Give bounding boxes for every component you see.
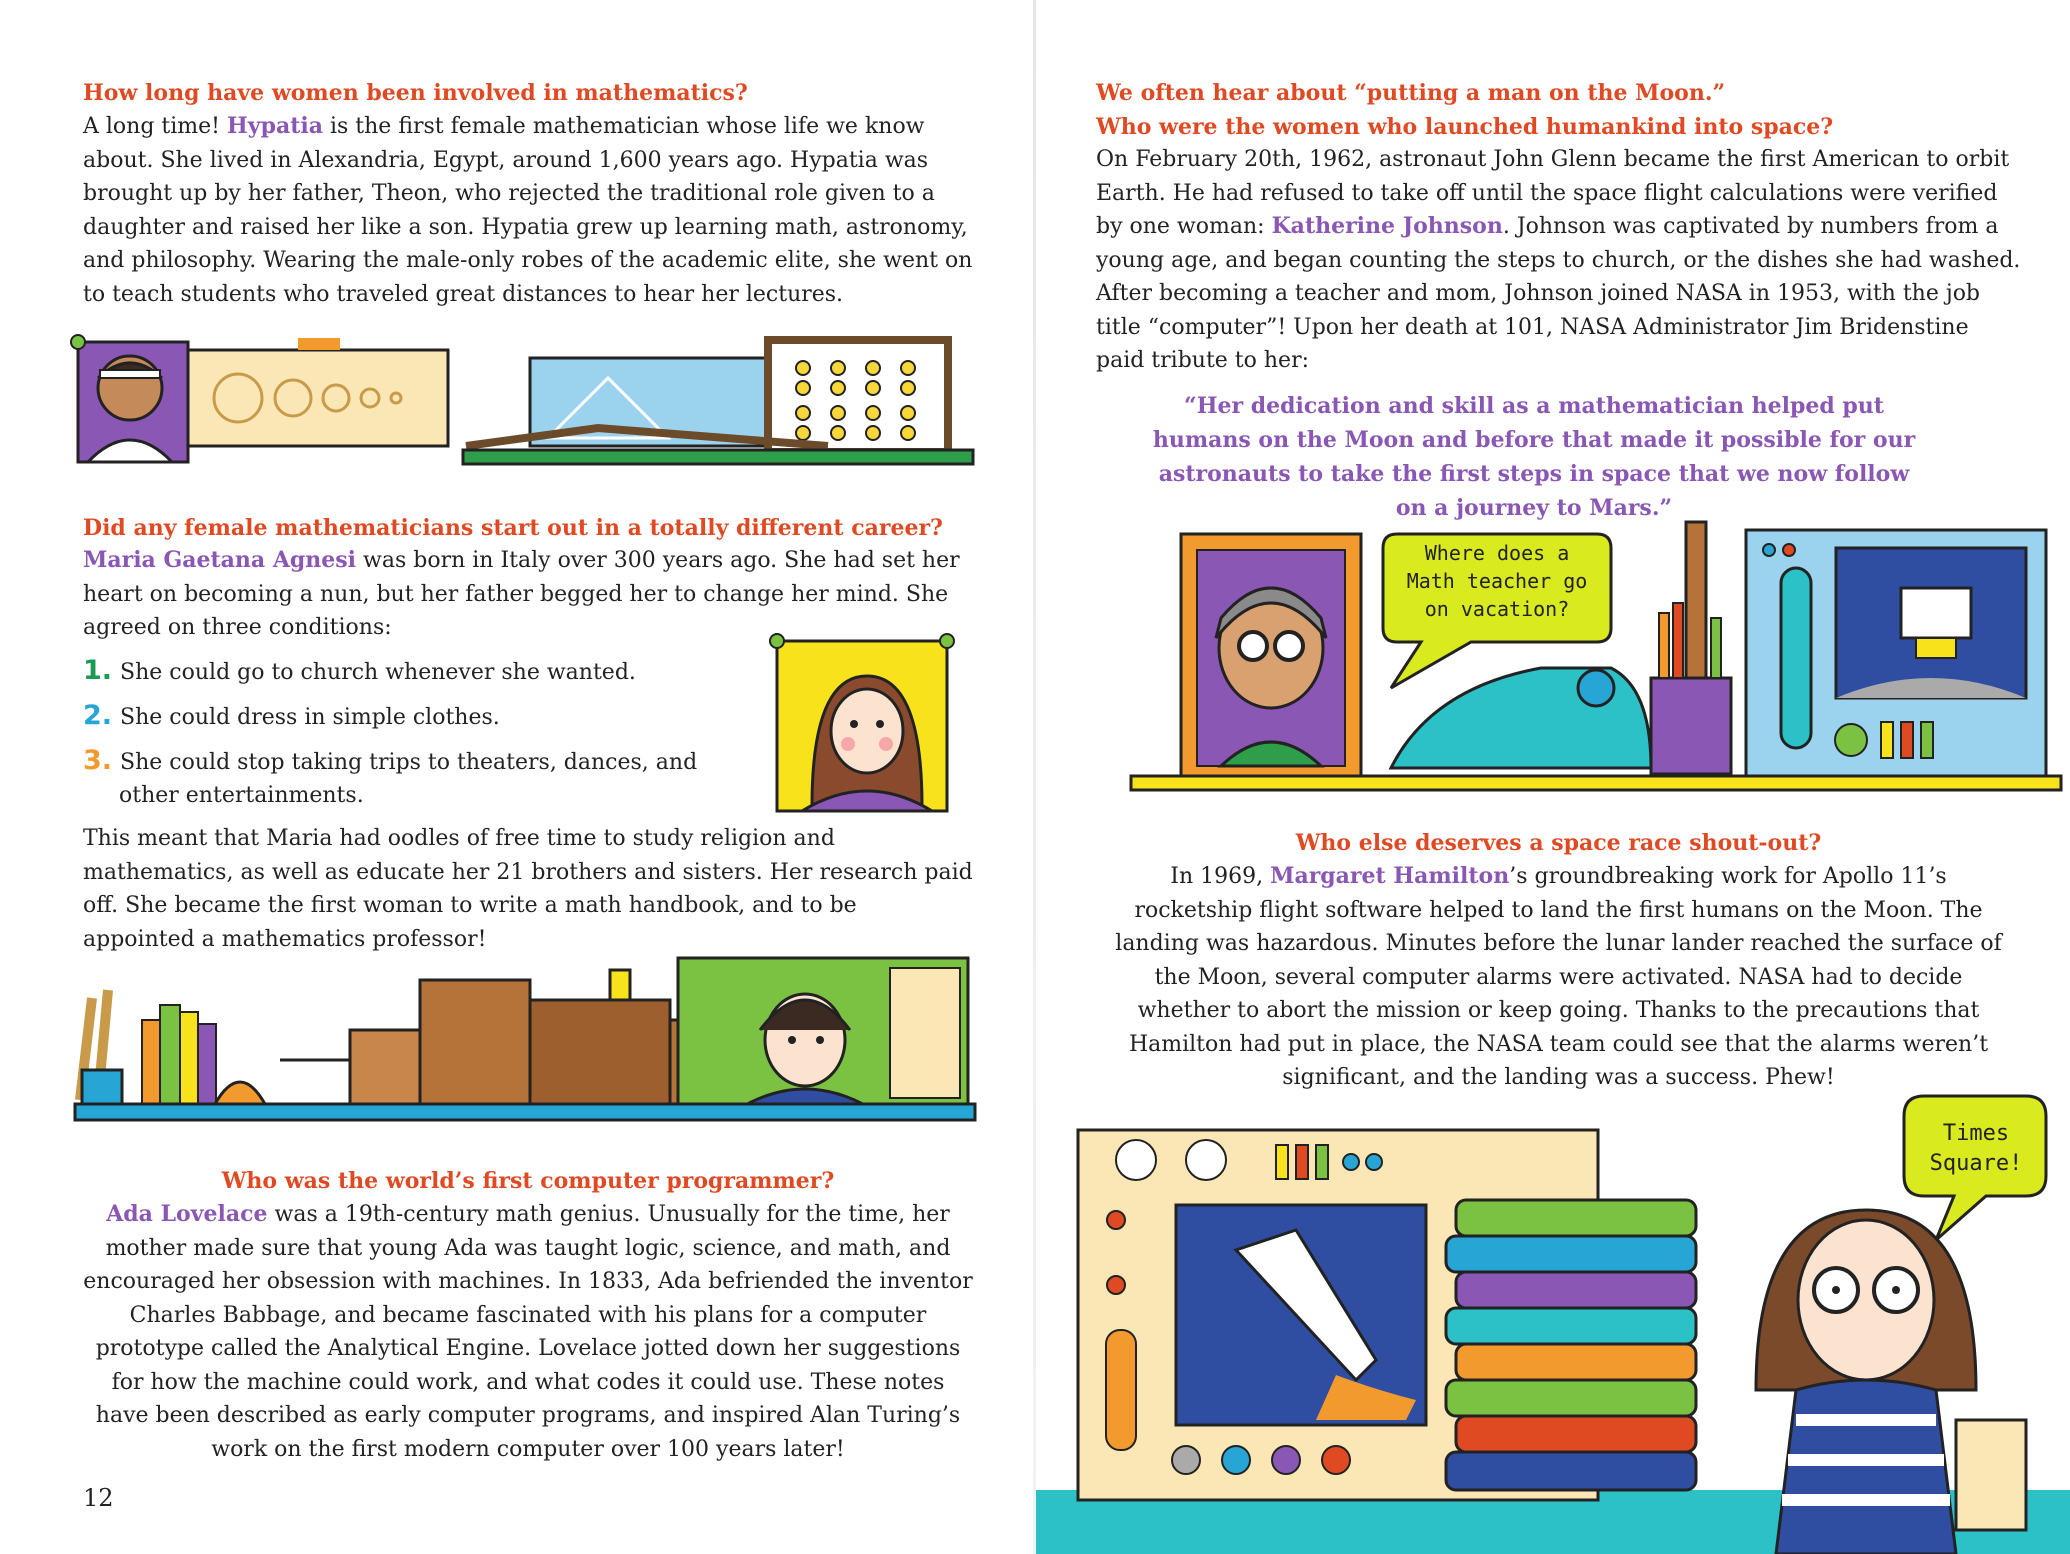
bubble2-line-2: Square! xyxy=(1929,1151,2023,1176)
hypatia-name: Hypatia xyxy=(227,113,323,139)
bubble-line-2: Math teacher go xyxy=(1406,569,1588,593)
heading-women-launched: Who were the women who launched humankind into space? xyxy=(1096,114,1834,140)
hypatia-text-a: A long time! xyxy=(83,114,227,139)
blue-shelf xyxy=(75,1104,975,1120)
heading-man-on-moon: We often hear about “putting a man on the Moon.” xyxy=(1096,80,1726,106)
johnson-shelf-illustration xyxy=(1091,518,2070,818)
hamilton-name: Margaret Hamilton xyxy=(1270,863,1510,889)
bubble2-line-1: Times xyxy=(1942,1121,2010,1146)
condition-1-number: 1. xyxy=(83,655,113,686)
agnesi-text: was born in Italy over 300 years ago. She had set her heart on becoming a nun, but her father begged her to change her mind. She agreed on three conditions: xyxy=(83,548,960,640)
heading-space-race: Who else deserves a space race shout-out? xyxy=(1295,830,1822,856)
heading-different-career: Did any female mathematicians start out in a totally different career? xyxy=(83,515,943,541)
analytical-engine-illustration xyxy=(60,950,990,1130)
hamilton-text-b: ’s groundbreaking work for Apollo 11’s rocketship flight software helped to land the first humans on the Moon. The landing was hazardous. Minutes before the lunar lander reached the surface of the Moon, several computer alarms were activated. NASA had to decide whether to abort the mission or keep going. Thanks to the precautions that Hamilton had put in place, the NASA team could see that the alarms weren’t significant, and the landing was a success. Phew! xyxy=(1115,864,2002,1090)
condition-3-text: She could stop taking trips to theaters, dances, and other entertainments. xyxy=(119,750,698,808)
agnesi-name: Maria Gaetana Agnesi xyxy=(83,547,357,573)
condition-3 xyxy=(83,744,719,812)
yellow-shelf xyxy=(1131,776,2061,790)
left-page xyxy=(0,0,1034,1554)
johnson-paragraph xyxy=(1096,143,2021,378)
heading-first-programmer: Who was the world’s first computer programmer? xyxy=(221,1168,835,1194)
hamilton-illustration xyxy=(1036,1090,2070,1554)
johnson-name: Katherine Johnson xyxy=(1271,213,1503,239)
hypatia-shelf-illustration xyxy=(68,328,983,478)
agnesi-paragraph xyxy=(83,544,973,645)
lovelace-paragraph xyxy=(83,1198,973,1466)
hamilton-text-a: In 1969, xyxy=(1170,864,1271,889)
condition-1 xyxy=(83,654,683,689)
clipboard xyxy=(1956,1420,2026,1530)
heading-women-in-math: How long have women been involved in mathematics? xyxy=(83,80,748,106)
bubble-line-3: on vacation? xyxy=(1424,597,1570,621)
lunar-lander xyxy=(1901,588,1971,638)
johnson-text-a: On February 20th, 1962, astronaut John Glenn became the first American to orbit Earth. He had refused to take off until the space flight calculations were verified by one woman: xyxy=(1096,147,2010,239)
condition-1-text: She could go to church whenever she wanted. xyxy=(120,660,636,685)
agnesi-outcome-paragraph: This meant that Maria had oodles of free time to study religion and mathematics, as well as educate her 21 brothers and sisters. Her research paid off. She became the first woman to write a math handbook, and to be appointed a mathematics professor! xyxy=(83,826,973,952)
green-shelf xyxy=(463,450,973,464)
johnson-text-b: . Johnson was captivated by numbers from a young age, and began counting the steps to church, or the dishes she had washed. After becoming a teacher and mom, Johnson joined NASA in 1953, with the job title “computer”! Upon her death at 101, NASA Administrator Jim Bridenstine paid tribute to her: xyxy=(1096,214,2021,373)
lovelace-text: was a 19th-century math genius. Unusually for the time, her mother made sure that young Ada was taught logic, science, and math, and encouraged her obsession with machines. In 1833, Ada befriended the inventor Charles Babbage, and became fascinated with his plans for a computer prototype called the Analytical Engine. Lovelace jotted down her suggestions for how the machine could work, and what codes it could use. These notes have been described as early computer programs, and inspired Alan Turing’s work on the first modern computer over 100 years later! xyxy=(83,1202,973,1462)
agnesi-portrait xyxy=(772,636,952,816)
condition-2-number: 2. xyxy=(83,700,113,731)
hamilton-paragraph xyxy=(1111,860,2006,1095)
lovelace-name: Ada Lovelace xyxy=(106,1201,268,1227)
right-page xyxy=(1036,0,2070,1554)
circles-scroll xyxy=(188,350,448,446)
condition-2 xyxy=(83,699,683,734)
bridenstine-quote: “Her dedication and skill as a mathematician helped put humans on the Moon and before that made it possible for our astronauts to take the first steps in space that we now follow on a journey to Mars.” xyxy=(1152,393,1916,521)
condition-3-number: 3. xyxy=(83,745,113,776)
abacus xyxy=(768,340,948,452)
page-number: 12 xyxy=(83,1484,114,1512)
condition-2-text: She could dress in simple clothes. xyxy=(120,705,500,730)
bubble-line-1: Where does a xyxy=(1424,541,1570,565)
pencil-cup xyxy=(1651,678,1731,774)
hypatia-text-b: is the first female mathematician whose life we know about. She lived in Alexandria, Egypt, around 1,600 years ago. Hypatia was brought up by her father, Theon, who rejected the traditional role given to a daughter and raised her like a son. Hypatia grew up learning math, astronomy, and philosophy. Wearing the male-only robes of the academic elite, she went on to teach students who traveled great distances to hear her lectures. xyxy=(83,114,973,307)
hypatia-paragraph xyxy=(83,110,973,311)
